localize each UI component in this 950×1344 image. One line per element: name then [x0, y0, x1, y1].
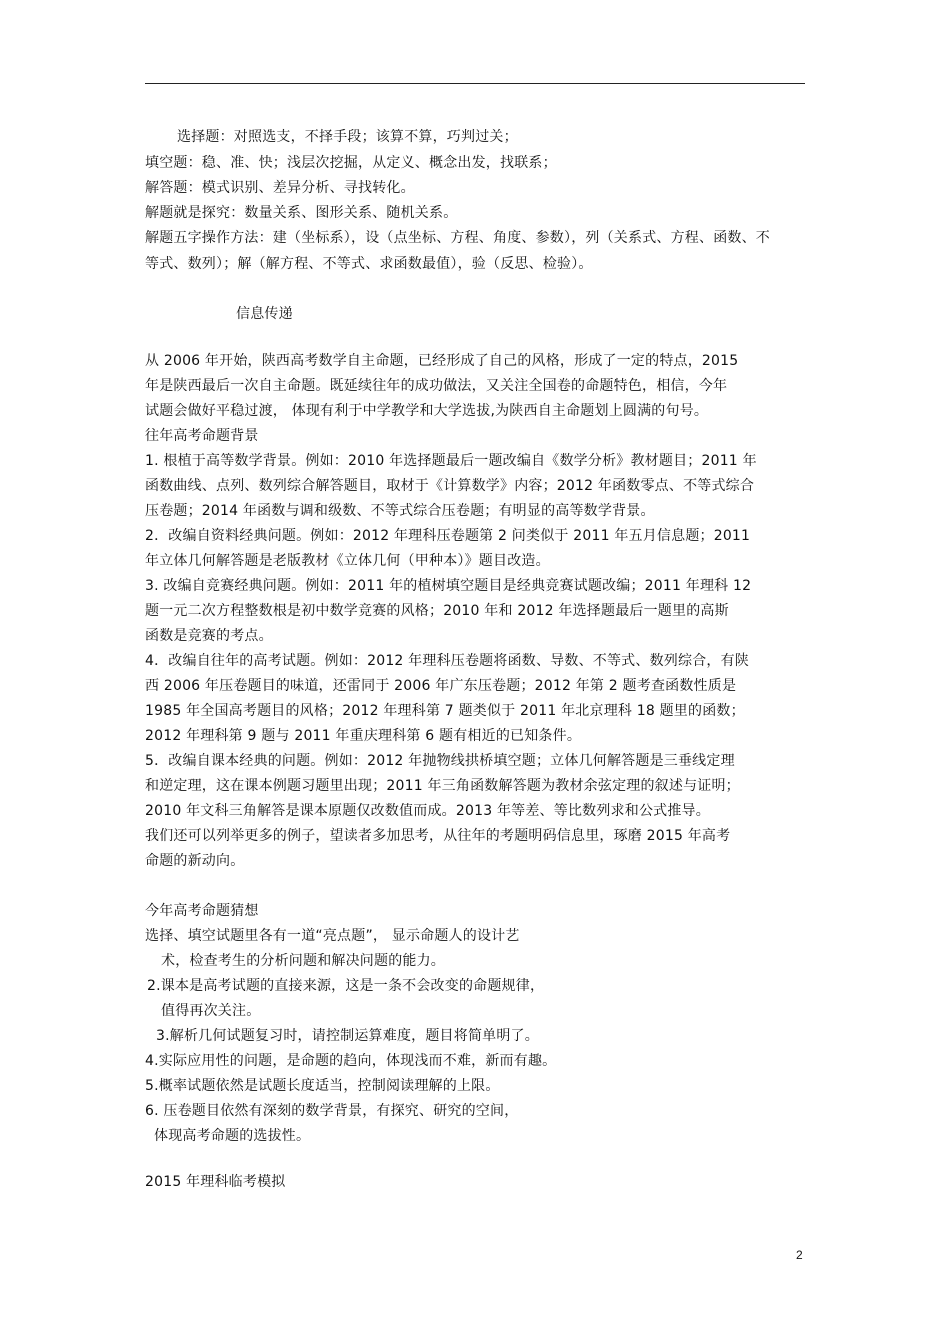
text-line: 5.概率试题依然是试题长度适当，控制阅读理解的上限。	[145, 1078, 500, 1094]
header-rule	[145, 83, 805, 84]
text-line: 年是陕西最后一次自主命题。既延续往年的成功做法，又关注全国卷的命题特色，相信，今年	[145, 378, 728, 394]
page-number: 2	[796, 1248, 803, 1262]
text-line: 1. 根植于高等数学背景。例如：2010 年选择题最后一题改编自《数学分析》教材题目；2011 年	[145, 453, 757, 469]
text-line: 值得再次关注。	[161, 1003, 261, 1019]
text-line: 解题就是探究：数量关系、图形关系、随机关系。	[145, 205, 458, 221]
text-line: 填空题：稳、准、快；浅层次挖掘，从定义、概念出发，找联系；	[145, 155, 557, 171]
section-heading: 往年高考命题背景	[145, 428, 259, 444]
text-line: 年立体几何解答题是老版教材《立体几何（甲种本）》题目改造。	[145, 553, 550, 569]
text-line: 解答题：模式识别、差异分析、寻找转化。	[145, 180, 415, 196]
section-heading: 信息传递	[236, 306, 293, 322]
text-line: 函数是竞赛的考点。	[145, 628, 273, 644]
text-line: 2．改编自资料经典问题。例如：2012 年理科压卷题第 2 问类似于 2011 年五月信息题；2011	[145, 528, 751, 544]
text-line: 2.课本是高考试题的直接来源，这是一条不会改变的命题规律，	[147, 978, 545, 994]
text-line: 题一元二次方程整数根是初中数学竞赛的风格；2010 年和 2012 年选择题最后一题里的高斯	[145, 603, 729, 619]
text-line: 6. 压卷题目依然有深刻的数学背景，有探究、研究的空间，	[145, 1103, 519, 1119]
text-line: 试题会做好平稳过渡， 体现有利于中学教学和大学选拔,为陕西自主命题划上圆满的句号。	[145, 403, 709, 419]
text-line: 命题的新动向。	[145, 853, 245, 869]
text-line: 解题五字操作方法：建（坐标系），设（点坐标、方程、角度、参数），列（关系式、方程、函数、不	[145, 230, 770, 246]
text-line: 3. 改编自竞赛经典问题。例如：2011 年的植树填空题目是经典竞赛试题改编；2011 年理科 12	[145, 578, 752, 594]
text-line: 2010 年文科三角解答是课本原题仅改数值而成。2013 年等差、等比数列求和公式推导。	[145, 803, 710, 819]
text-line: 4．改编自往年的高考试题。例如：2012 年理科压卷题将函数、导数、不等式、数列综合，有陕	[145, 653, 749, 669]
text-line: 我们还可以列举更多的例子，望读者多加思考，从往年的考题明码信息里，琢磨 2015 年高考	[145, 828, 731, 844]
section-heading: 今年高考命题猜想	[145, 903, 259, 919]
text-line: 5．改编自课本经典的问题。例如：2012 年抛物线拱桥填空题；立体几何解答题是三垂线定理	[145, 753, 735, 769]
text-line: 从 2006 年开始，陕西高考数学自主命题，已经形成了自己的风格，形成了一定的特点，2015	[145, 353, 739, 369]
text-line: 体现高考命题的选拔性。	[154, 1128, 311, 1144]
text-line: 西 2006 年压卷题目的味道，还雷同于 2006 年广东压卷题；2012 年第 2 题考查函数性质是	[145, 678, 737, 694]
text-line: 选择题：对照选支，不择手段；该算不算，巧判过关；	[177, 129, 518, 145]
text-line: 4.实际应用性的问题，是命题的趋向，体现浅而不难，新而有趣。	[145, 1053, 557, 1069]
text-line: 2012 年理科第 9 题与 2011 年重庆理科第 6 题有相近的已知条件。	[145, 728, 582, 744]
text-line: 压卷题；2014 年函数与调和级数、不等式综合压卷题；有明显的高等数学背景。	[145, 503, 655, 519]
text-line: 和逆定理，这在课本例题习题里出现；2011 年三角函数解答题为教材余弦定理的叙述与证明；	[145, 778, 740, 794]
text-line: 函数曲线、点列、数列综合解答题目，取材于《计算数学》内容；2012 年函数零点、不等式综合	[145, 478, 755, 494]
text-line: 等式、数列）；解（解方程、不等式、求函数最值），验（反思、检验）。	[145, 256, 593, 272]
text-line: 3.解析几何试题复习时，请控制运算难度，题目将简单明了。	[156, 1028, 539, 1044]
section-heading: 2015 年理科临考模拟	[145, 1174, 286, 1190]
text-line: 术，检查考生的分析问题和解决问题的能力。	[161, 953, 445, 969]
text-line: 1985 年全国高考题目的风格；2012 年理科第 7 题类似于 2011 年北京理科 18 题里的函数；	[145, 703, 745, 719]
text-line: 选择、填空试题里各有一道“亮点题”， 显示命题人的设计艺	[145, 928, 520, 944]
